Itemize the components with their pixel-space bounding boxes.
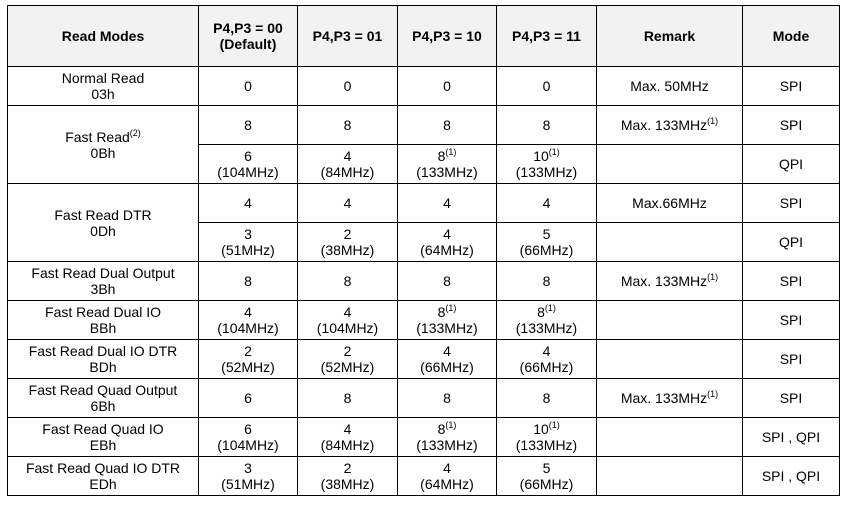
table-row bbox=[8, 106, 840, 145]
remark-cell bbox=[597, 340, 743, 379]
read-mode-line-text: Fast Read bbox=[65, 128, 130, 145]
read-mode-line-text: BDh bbox=[89, 359, 117, 375]
cell-line bbox=[497, 390, 596, 406]
cell-line-text: 8 bbox=[537, 304, 545, 320]
dummy-cycles-cell bbox=[497, 262, 597, 301]
read-mode-cell bbox=[8, 67, 199, 106]
remark-text-text: Max. 133MHz bbox=[620, 390, 708, 406]
remark-text-text: Max. 50MHz bbox=[630, 78, 709, 94]
cell-line-text: 4 bbox=[542, 343, 551, 359]
read-mode-line bbox=[8, 86, 198, 102]
dummy-cycles-cell bbox=[298, 223, 398, 262]
cell-line-text: (66MHz) bbox=[519, 242, 574, 258]
cell-line-text: 2 bbox=[343, 460, 352, 476]
read-mode-line bbox=[8, 304, 198, 320]
dummy-cycles-cell bbox=[497, 379, 597, 418]
cell-line-text: (64MHz) bbox=[420, 242, 474, 258]
cell-line-text: (66MHz) bbox=[519, 359, 574, 375]
remark-cell bbox=[597, 223, 743, 262]
table-row bbox=[8, 379, 840, 418]
cell-line bbox=[298, 343, 397, 359]
column-header-text: P4,P3 = 11 bbox=[512, 28, 581, 44]
cell-line-text: 8 bbox=[542, 273, 551, 289]
dummy-cycles-cell bbox=[497, 457, 597, 496]
cell-line-text: (51MHz) bbox=[221, 476, 275, 492]
column-header bbox=[497, 6, 597, 67]
cell-line bbox=[199, 164, 297, 180]
dummy-cycles-cell bbox=[199, 418, 298, 457]
dummy-cycles-cell bbox=[199, 223, 298, 262]
column-header bbox=[8, 6, 199, 67]
column-header bbox=[199, 6, 298, 67]
cell-line bbox=[199, 390, 297, 406]
cell-line bbox=[398, 195, 496, 211]
dummy-cycles-cell bbox=[497, 106, 597, 145]
cell-line bbox=[199, 304, 297, 320]
cell-line bbox=[398, 304, 496, 320]
cell-line-text: 8 bbox=[437, 421, 446, 437]
cell-line-text: 4 bbox=[443, 343, 451, 359]
cell-line bbox=[298, 304, 397, 320]
cell-line-text: 0 bbox=[542, 78, 551, 94]
cell-line-text: (104MHz) bbox=[217, 164, 279, 180]
read-mode-line-text: EDh bbox=[89, 476, 117, 492]
cell-line bbox=[199, 242, 297, 258]
column-header-text: P4,P3 = 01 bbox=[312, 28, 383, 44]
remark-cell bbox=[597, 106, 743, 145]
cell-line bbox=[199, 421, 297, 437]
read-mode-line bbox=[8, 359, 198, 375]
cell-line-text: 4 bbox=[443, 460, 451, 476]
cell-line-text: 5 bbox=[542, 460, 551, 476]
read-mode-cell bbox=[8, 379, 199, 418]
cell-line bbox=[199, 273, 297, 289]
remark-text bbox=[597, 78, 742, 94]
read-mode-line-text: Fast Read Quad Output bbox=[28, 382, 178, 398]
column-header-text: Read Modes bbox=[61, 28, 145, 44]
table-row bbox=[8, 184, 840, 223]
cell-line-text: (133MHz) bbox=[416, 437, 478, 453]
cell-line-text: (84MHz) bbox=[320, 437, 375, 453]
dummy-cycles-cell bbox=[298, 457, 398, 496]
footnote-marker: (1) bbox=[445, 420, 457, 430]
cell-line-text: (133MHz) bbox=[416, 164, 478, 180]
cell-line-text: 3 bbox=[244, 460, 252, 476]
cell-line-text: 4 bbox=[443, 226, 451, 242]
dummy-cycles-cell bbox=[298, 184, 398, 223]
column-header bbox=[743, 6, 840, 67]
cell-line bbox=[199, 437, 297, 453]
cell-line bbox=[398, 164, 496, 180]
mode-cell: QPI bbox=[743, 223, 840, 262]
cell-line-text: (51MHz) bbox=[221, 242, 275, 258]
remark-cell bbox=[597, 145, 743, 184]
cell-line-text: (66MHz) bbox=[519, 476, 574, 492]
remark-text bbox=[597, 117, 742, 133]
cell-line-text: 4 bbox=[542, 195, 551, 211]
cell-line bbox=[298, 437, 397, 453]
footnote-marker: (1) bbox=[707, 116, 719, 126]
table-header bbox=[8, 6, 840, 67]
read-mode-line bbox=[8, 437, 198, 453]
remark-cell bbox=[597, 262, 743, 301]
cell-line bbox=[199, 117, 297, 133]
mode-cell: SPI bbox=[743, 340, 840, 379]
column-header bbox=[298, 6, 398, 67]
cell-line bbox=[497, 117, 596, 133]
column-header-text: Mode bbox=[772, 28, 810, 44]
table-row bbox=[8, 262, 840, 301]
cell-line bbox=[398, 148, 496, 164]
cell-line-text: 4 bbox=[343, 195, 352, 211]
dummy-cycles-cell bbox=[298, 67, 398, 106]
cell-line bbox=[298, 460, 397, 476]
cell-line bbox=[298, 78, 397, 94]
cell-line-text: (133MHz) bbox=[515, 320, 578, 336]
dummy-cycles-cell bbox=[398, 418, 497, 457]
dummy-cycles-cell bbox=[298, 301, 398, 340]
cell-line bbox=[497, 421, 596, 437]
cell-line-text: 8 bbox=[343, 390, 352, 406]
dummy-cycles-cell bbox=[497, 184, 597, 223]
cell-line-text: 6 bbox=[244, 421, 252, 437]
column-header-text: Remark bbox=[643, 28, 696, 44]
column-header bbox=[398, 6, 497, 67]
cell-line-text: 8 bbox=[437, 148, 446, 164]
table-row bbox=[8, 340, 840, 379]
cell-line-text: 4 bbox=[443, 195, 451, 211]
cell-line-text: 4 bbox=[343, 304, 352, 320]
cell-line bbox=[398, 226, 496, 242]
column-header-text: (Default) bbox=[219, 36, 277, 52]
dummy-cycles-cell bbox=[398, 184, 497, 223]
cell-line-text: (64MHz) bbox=[420, 476, 474, 492]
cell-line-text: 4 bbox=[343, 421, 352, 437]
remark-text-text: Max. 133MHz bbox=[620, 273, 708, 289]
table-row bbox=[8, 418, 840, 457]
read-mode-line-text: Fast Read Dual Output bbox=[31, 265, 175, 281]
cell-line-text: 4 bbox=[244, 304, 252, 320]
mode-cell: SPI bbox=[743, 106, 840, 145]
read-mode-line bbox=[8, 265, 198, 281]
cell-line-text: (84MHz) bbox=[320, 164, 375, 180]
cell-line-text: (133MHz) bbox=[416, 320, 478, 336]
cell-line bbox=[497, 273, 596, 289]
remark-text bbox=[597, 195, 742, 211]
cell-line bbox=[398, 421, 496, 437]
read-mode-line bbox=[8, 398, 198, 414]
read-mode-cell bbox=[8, 184, 199, 262]
dummy-cycles-cell bbox=[199, 340, 298, 379]
read-mode-line-text: 3Bh bbox=[90, 281, 116, 297]
cell-line bbox=[398, 117, 496, 133]
dummy-cycles-cell bbox=[298, 379, 398, 418]
cell-line bbox=[298, 195, 397, 211]
dummy-cycles-cell bbox=[298, 145, 398, 184]
header-row bbox=[8, 6, 840, 67]
cell-line bbox=[398, 78, 496, 94]
table-row bbox=[8, 457, 840, 496]
cell-line-text: 5 bbox=[542, 226, 551, 242]
mode-cell: SPI , QPI bbox=[743, 418, 840, 457]
read-mode-cell bbox=[8, 418, 199, 457]
read-mode-line bbox=[8, 343, 198, 359]
read-mode-cell bbox=[8, 106, 199, 184]
footnote-marker: (1) bbox=[548, 420, 560, 430]
cell-line-text: 8 bbox=[542, 117, 551, 133]
cell-line bbox=[199, 226, 297, 242]
read-mode-line-text: EBh bbox=[89, 437, 117, 453]
read-mode-line bbox=[8, 145, 198, 161]
dummy-cycles-cell bbox=[398, 301, 497, 340]
mode-cell: SPI bbox=[743, 301, 840, 340]
footnote-marker: (1) bbox=[707, 389, 719, 399]
cell-line-text: (52MHz) bbox=[320, 359, 375, 375]
read-mode-cell bbox=[8, 301, 199, 340]
cell-line bbox=[398, 390, 496, 406]
cell-line bbox=[298, 390, 397, 406]
dummy-cycles-cell bbox=[298, 262, 398, 301]
remark-text-text: Max.66MHz bbox=[632, 195, 707, 211]
remark-text-text: Max. 133MHz bbox=[620, 117, 708, 133]
cell-line bbox=[199, 195, 297, 211]
read-mode-line bbox=[8, 382, 198, 398]
remark-cell bbox=[597, 184, 743, 223]
cell-line-text: (104MHz) bbox=[217, 320, 279, 336]
remark-cell bbox=[597, 379, 743, 418]
remark-cell bbox=[597, 301, 743, 340]
mode-cell: SPI , QPI bbox=[743, 457, 840, 496]
dummy-cycles-cell bbox=[497, 301, 597, 340]
cell-line bbox=[298, 273, 397, 289]
read-mode-line bbox=[8, 476, 198, 492]
read-mode-cell bbox=[8, 457, 199, 496]
table-row bbox=[8, 67, 840, 106]
cell-line-text: 4 bbox=[244, 195, 252, 211]
mode-cell: QPI bbox=[743, 145, 840, 184]
cell-line bbox=[298, 320, 397, 336]
footnote-marker: (1) bbox=[707, 272, 719, 282]
cell-line-text: (38MHz) bbox=[320, 242, 375, 258]
footnote-marker: (1) bbox=[548, 147, 560, 157]
cell-line bbox=[199, 476, 297, 492]
cell-line bbox=[497, 195, 596, 211]
dummy-cycles-cell bbox=[398, 340, 497, 379]
footnote-marker: (1) bbox=[445, 147, 457, 157]
dummy-cycles-cell bbox=[497, 145, 597, 184]
read-mode-line-text: Fast Read Dual IO DTR bbox=[28, 343, 178, 359]
cell-line-text: 8 bbox=[437, 304, 446, 320]
read-mode-line-text: 6Bh bbox=[90, 398, 116, 414]
cell-line bbox=[199, 460, 297, 476]
dummy-cycles-cell bbox=[398, 106, 497, 145]
dummy-cycles-cell bbox=[199, 106, 298, 145]
cell-line bbox=[298, 226, 397, 242]
remark-cell bbox=[597, 418, 743, 457]
cell-line bbox=[298, 476, 397, 492]
cell-line-text: 8 bbox=[443, 390, 451, 406]
cell-line bbox=[298, 148, 397, 164]
read-mode-line-text: Normal Read bbox=[61, 70, 145, 86]
cell-line-text: 2 bbox=[343, 226, 352, 242]
read-mode-cell bbox=[8, 262, 199, 301]
dummy-cycles-cell bbox=[497, 418, 597, 457]
cell-line-text: 10 bbox=[533, 421, 549, 437]
dummy-cycles-cell bbox=[199, 262, 298, 301]
cell-line bbox=[497, 476, 596, 492]
read-mode-line bbox=[8, 70, 198, 86]
cell-line-text: 8 bbox=[343, 273, 352, 289]
cell-line-text: 6 bbox=[244, 148, 252, 164]
remark-cell bbox=[597, 67, 743, 106]
read-mode-line-text: BBh bbox=[89, 320, 117, 336]
footnote-marker: (2) bbox=[129, 127, 141, 138]
cell-line-text: (38MHz) bbox=[320, 476, 375, 492]
cell-line bbox=[398, 242, 496, 258]
read-mode-line-text: Fast Read Dual IO bbox=[45, 304, 161, 320]
dummy-cycles-cell bbox=[199, 184, 298, 223]
read-mode-line-text: 0Dh bbox=[90, 222, 116, 239]
read-mode-line bbox=[8, 281, 198, 297]
footnote-marker: (1) bbox=[544, 303, 556, 313]
cell-line bbox=[199, 78, 297, 94]
cell-line-text: 2 bbox=[244, 343, 252, 359]
remark-text bbox=[597, 390, 742, 406]
cell-line bbox=[199, 359, 297, 375]
dummy-cycles-cell bbox=[298, 340, 398, 379]
cell-line bbox=[497, 242, 596, 258]
cell-line bbox=[199, 148, 297, 164]
dummy-cycles-cell bbox=[398, 379, 497, 418]
cell-line-text: 2 bbox=[343, 343, 352, 359]
read-mode-line bbox=[8, 223, 198, 239]
dummy-cycles-cell bbox=[199, 301, 298, 340]
cell-line bbox=[398, 320, 496, 336]
cell-line bbox=[398, 273, 496, 289]
cell-line-text: 3 bbox=[244, 226, 252, 242]
cell-line bbox=[497, 437, 596, 453]
cell-line-text: 8 bbox=[443, 273, 451, 289]
cell-line bbox=[199, 343, 297, 359]
cell-line-text: 8 bbox=[343, 117, 352, 133]
dummy-cycles-cell bbox=[298, 106, 398, 145]
read-mode-line bbox=[8, 207, 198, 223]
column-header-text: P4,P3 = 10 bbox=[412, 28, 482, 44]
cell-line bbox=[497, 460, 596, 476]
cell-line bbox=[199, 320, 297, 336]
cell-line-text: 10 bbox=[533, 148, 549, 164]
mode-cell: SPI bbox=[743, 379, 840, 418]
dummy-cycles-cell bbox=[497, 223, 597, 262]
cell-line bbox=[398, 437, 496, 453]
remark-cell bbox=[597, 457, 743, 496]
cell-line bbox=[298, 421, 397, 437]
footnote-marker: (1) bbox=[445, 303, 457, 313]
read-mode-line bbox=[8, 320, 198, 336]
dummy-cycles-cell bbox=[199, 457, 298, 496]
cell-line-text: 8 bbox=[542, 390, 551, 406]
cell-line bbox=[497, 304, 596, 320]
table-row bbox=[8, 301, 840, 340]
cell-line bbox=[497, 148, 596, 164]
cell-line bbox=[497, 78, 596, 94]
cell-line-text: 8 bbox=[443, 117, 451, 133]
read-mode-line-text: Fast Read Quad IO bbox=[42, 421, 164, 437]
cell-line bbox=[398, 359, 496, 375]
column-header-text: P4,P3 = 00 bbox=[213, 20, 283, 36]
cell-line-text: (104MHz) bbox=[316, 320, 379, 336]
dummy-cycles-cell bbox=[398, 262, 497, 301]
cell-line bbox=[398, 476, 496, 492]
cell-line bbox=[298, 359, 397, 375]
cell-line-text: (133MHz) bbox=[515, 164, 578, 180]
cell-line bbox=[298, 242, 397, 258]
cell-line bbox=[497, 359, 596, 375]
remark-text bbox=[597, 273, 742, 289]
mode-cell: SPI bbox=[743, 262, 840, 301]
read-mode-line-text: 0Bh bbox=[90, 144, 116, 161]
dummy-cycles-cell bbox=[497, 340, 597, 379]
cell-line bbox=[497, 343, 596, 359]
dummy-cycles-cell bbox=[398, 67, 497, 106]
cell-line bbox=[298, 164, 397, 180]
mode-cell: SPI bbox=[743, 67, 840, 106]
dummy-cycles-cell bbox=[398, 223, 497, 262]
cell-line-text: 8 bbox=[244, 273, 252, 289]
read-mode-line-text: Fast Read DTR bbox=[54, 206, 152, 223]
dummy-cycles-cell bbox=[398, 457, 497, 496]
cell-line-text: (52MHz) bbox=[221, 359, 275, 375]
cell-line bbox=[298, 117, 397, 133]
cell-line bbox=[497, 164, 596, 180]
dummy-cycles-cell bbox=[199, 379, 298, 418]
read-mode-cell bbox=[8, 340, 199, 379]
mode-cell: SPI bbox=[743, 184, 840, 223]
cell-line-text: 0 bbox=[343, 78, 352, 94]
cell-line-text: (133MHz) bbox=[515, 437, 578, 453]
cell-line-text: 0 bbox=[244, 78, 252, 94]
cell-line-text: 4 bbox=[343, 148, 352, 164]
column-header bbox=[597, 6, 743, 67]
read-mode-line bbox=[8, 421, 198, 437]
cell-line bbox=[398, 343, 496, 359]
cell-line-text: 6 bbox=[244, 390, 252, 406]
cell-line bbox=[398, 460, 496, 476]
read-mode-line bbox=[8, 460, 198, 476]
read-mode-line-text: 03h bbox=[91, 86, 115, 102]
dummy-cycles-cell bbox=[398, 145, 497, 184]
cell-line bbox=[497, 226, 596, 242]
table-body bbox=[8, 67, 840, 496]
read-modes-table bbox=[7, 5, 840, 496]
cell-line-text: (104MHz) bbox=[217, 437, 279, 453]
dummy-cycles-cell bbox=[497, 67, 597, 106]
dummy-cycles-cell bbox=[199, 67, 298, 106]
dummy-cycles-cell bbox=[199, 145, 298, 184]
cell-line-text: 8 bbox=[244, 117, 252, 133]
read-mode-line-text: Fast Read Quad IO DTR bbox=[25, 460, 181, 476]
read-mode-line bbox=[8, 129, 198, 145]
cell-line-text: 0 bbox=[443, 78, 451, 94]
cell-line bbox=[497, 320, 596, 336]
cell-line-text: (66MHz) bbox=[420, 359, 474, 375]
dummy-cycles-cell bbox=[298, 418, 398, 457]
